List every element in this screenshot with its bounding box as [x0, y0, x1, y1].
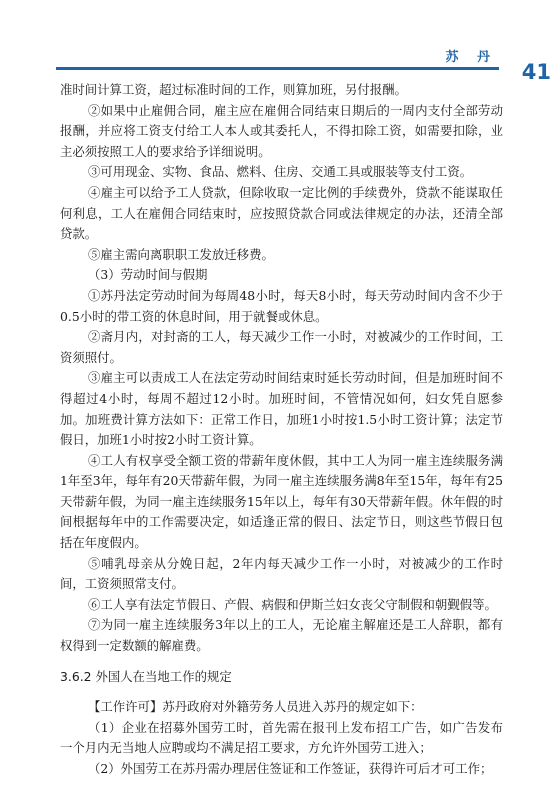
body-paragraph: ②斋月内，对封斋的工人，每天减少工作一小时，对被减少的工作时间，工资须照付。: [60, 329, 503, 365]
page-body: [60, 80, 503, 780]
work-permit-intro-text: 苏丹政府对外籍劳务人员进入苏丹的规定如下：: [162, 699, 423, 715]
page-header: [0, 0, 559, 84]
header-rule: [56, 67, 499, 70]
spacer: [60, 657, 503, 667]
page-number: 41: [521, 60, 551, 84]
body-paragraph: ③雇主可以责成工人在法定劳动时间结束时延长劳动时间，但是加班时间不得超过4小时，每周不超过12小时。加班时间，不管情况如何，妇女凭自愿参加。加班费计算方法如下：正常工作日，加班1小时按1.5小时工资计算；法定节假日，加班1小时按2小时工资计算。: [60, 370, 503, 448]
body-paragraph: ⑥工人享有法定节假日、产假、病假和伊斯兰妇女丧父守制假和朝觐假等。: [88, 596, 497, 612]
subheading-working-hours: （3）劳动时间与假期: [88, 267, 208, 283]
running-header-country: 苏 丹: [445, 50, 497, 65]
body-paragraph: ⑦为同一雇主连续服务3年以上的工人，无论雇主解雇还是工人辞职，都有权得到一定数额的解雇费。: [60, 617, 503, 654]
section-heading: 3.6.2 外国人在当地工作的规定: [60, 668, 232, 684]
body-paragraph: ①苏丹法定劳动时间为每周48小时，每天8小时，每天劳动时间内含不少于0.5小时的带工资的休息时间，用于就餐或休息。: [60, 287, 503, 324]
body-paragraph: 准时间计算工资，超过标准时间的工作，则算加班，另付报酬。: [60, 82, 407, 97]
work-permit-intro: [60, 697, 503, 718]
body-paragraph: ④雇主可以给予工人贷款，但除收取一定比例的手续费外，贷款不能谋取任何利息，工人在雇佣合同结束时，应按照贷款合同或法律规定的办法，还清全部贷款。: [60, 184, 503, 242]
work-permit-item: （1）企业在招募外国劳工时，首先需在报刊上发布招工广告，如广告发布一个月内无当地人应聘或均不满足招工要求，方允许外国劳工进入；: [60, 719, 503, 756]
body-paragraph: ④工人有权享受全额工资的带薪年度休假，其中工人为同一雇主连续服务满1年至3年，每年有20天带薪年假，为同一雇主连续服务满8年至15年，每年有25天带薪年假，为同一雇主连续服务15年以上，每年有30天带薪年假。休年假的时间根据每年中的工作需要决定，如适逢正常的假日、法定节日，则这些节假日包括在年度假内。: [60, 452, 503, 551]
body-paragraph: ③可用现金、实物、食品、燃料、住房、交通工具或服装等支付工资。: [88, 164, 473, 180]
body-paragraph: ⑤哺乳母亲从分娩日起，2年内每天减少工作一小时，对被减少的工作时间，工资须照常支付。: [60, 555, 503, 592]
body-paragraph: ②如果中止雇佣合同，雇主应在雇佣合同结束日期后的一周内支付全部劳动报酬，并应将工资支付给工人本人或其委托人，不得扣除工资，如需要扣除，业主必须按照工人的要求给予详细说明。: [60, 102, 503, 159]
work-permit-item: （2）外国劳工在苏丹需办理居住签证和工作签证，获得许可后才可工作；: [88, 761, 493, 776]
work-permit-tag: 【工作许可】: [88, 699, 163, 715]
spacer: [60, 687, 503, 697]
body-paragraph: ⑤雇主需向离职职工发放迁移费。: [88, 246, 274, 262]
